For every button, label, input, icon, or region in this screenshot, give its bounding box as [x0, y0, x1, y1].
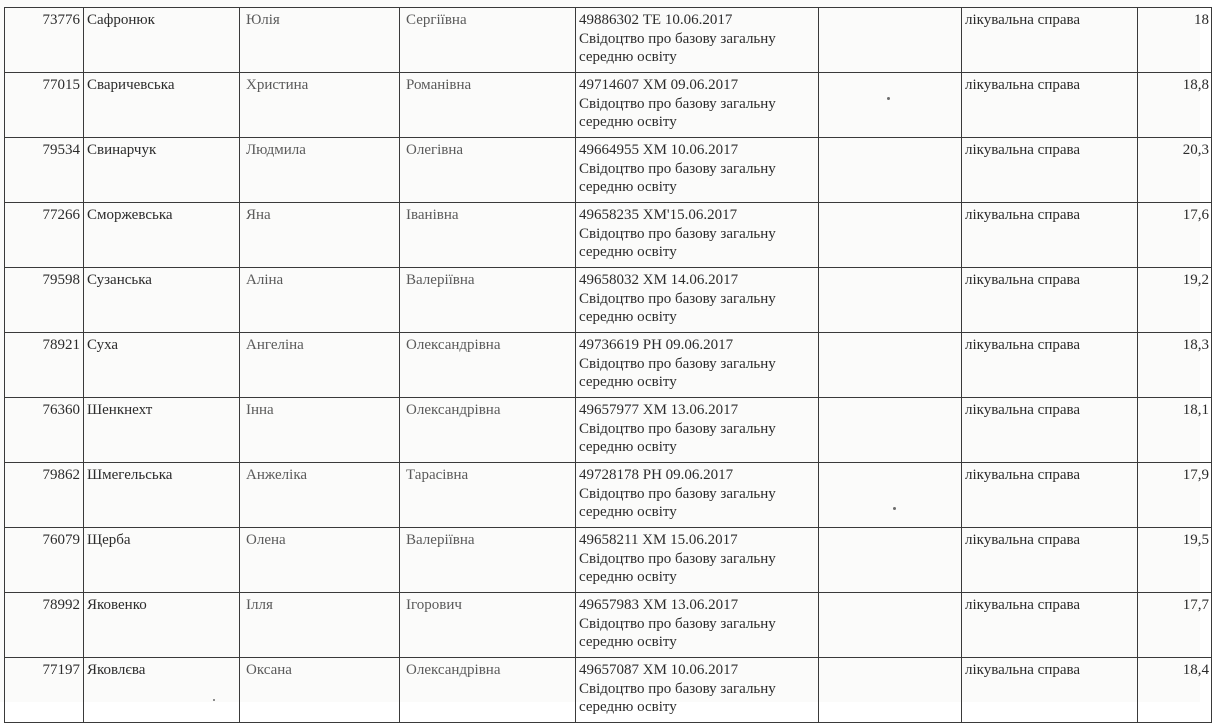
applicant-first-name: Олена — [240, 528, 400, 593]
certificate-doc-line-1: Свідоцтво про базову загальну — [579, 95, 776, 112]
certificate-cell — [576, 463, 819, 528]
applicant-surname: Сафронюк — [84, 8, 240, 73]
certificate-doc-line-2: середню освіту — [579, 309, 677, 325]
table-row — [5, 138, 1212, 203]
applicant-patronymic: Сергіївна — [400, 8, 576, 73]
table-row — [5, 593, 1212, 658]
applicant-surname: Сузанська — [84, 268, 240, 333]
average-score: 18,1 — [1138, 398, 1212, 463]
scan-speck — [893, 507, 896, 510]
applicant-patronymic: Тарасівна — [400, 463, 576, 528]
average-score: 19,2 — [1138, 268, 1212, 333]
empty-cell — [819, 333, 962, 398]
applicant-surname: Яковенко — [84, 593, 240, 658]
applicant-id: 77015 — [5, 73, 84, 138]
average-score: 17,9 — [1138, 463, 1212, 528]
certificate-number: 49736619 РН 09.06.2017 — [579, 337, 734, 353]
applicant-patronymic: Романівна — [400, 73, 576, 138]
applicant-first-name: Анжеліка — [240, 463, 400, 528]
average-score: 20,3 — [1138, 138, 1212, 203]
applicant-id: 77197 — [5, 658, 84, 723]
applicant-surname: Шмегельська — [84, 463, 240, 528]
average-score: 17,6 — [1138, 203, 1212, 268]
certificate-cell — [576, 658, 819, 723]
average-score: 19,5 — [1138, 528, 1212, 593]
empty-cell — [819, 203, 962, 268]
certificate-doc-line-2: середню освіту — [579, 244, 677, 260]
table-row — [5, 398, 1212, 463]
certificate-doc-line-1: Свідоцтво про базову загальну — [579, 485, 776, 502]
applicant-id: 79598 — [5, 268, 84, 333]
empty-cell — [819, 268, 962, 333]
certificate-doc-line-1: Свідоцтво про базову загальну — [579, 550, 776, 567]
certificate-doc-line-2: середню освіту — [579, 634, 677, 650]
specialty: лікувальна справа — [962, 398, 1138, 463]
applicant-patronymic: Валеріївна — [400, 268, 576, 333]
applicant-id: 76360 — [5, 398, 84, 463]
table-row — [5, 203, 1212, 268]
certificate-doc-line-1: Свідоцтво про базову загальну — [579, 420, 776, 437]
applicant-patronymic: Іванівна — [400, 203, 576, 268]
table-row — [5, 73, 1212, 138]
average-score: 18,4 — [1138, 658, 1212, 723]
applicant-id: 78921 — [5, 333, 84, 398]
specialty: лікувальна справа — [962, 138, 1138, 203]
certificate-doc-line-1: Свідоцтво про базову загальну — [579, 615, 776, 632]
certificate-doc-line-2: середню освіту — [579, 374, 677, 390]
certificate-doc-line-1: Свідоцтво про базову загальну — [579, 680, 776, 697]
specialty: лікувальна справа — [962, 73, 1138, 138]
specialty: лікувальна справа — [962, 463, 1138, 528]
applicant-patronymic: Олександрівна — [400, 658, 576, 723]
applicant-surname: Шенкнехт — [84, 398, 240, 463]
applicant-id: 79534 — [5, 138, 84, 203]
certificate-number: 49658235 ХМ'15.06.2017 — [579, 207, 738, 223]
empty-cell — [819, 8, 962, 73]
certificate-cell — [576, 73, 819, 138]
certificate-number: 49664955 ХМ 10.06.2017 — [579, 142, 739, 158]
scan-speck — [213, 699, 215, 701]
certificate-cell — [576, 8, 819, 73]
applicant-patronymic: Олегівна — [400, 138, 576, 203]
specialty: лікувальна справа — [962, 268, 1138, 333]
certificate-number: 49657983 ХМ 13.06.2017 — [579, 597, 739, 613]
table-row — [5, 528, 1212, 593]
table-row — [5, 268, 1212, 333]
applicants-table — [4, 7, 1212, 723]
applicant-first-name: Оксана — [240, 658, 400, 723]
applicant-id: 78992 — [5, 593, 84, 658]
applicant-surname: Щерба — [84, 528, 240, 593]
certificate-doc-line-2: середню освіту — [579, 439, 677, 455]
applicant-patronymic: Валеріївна — [400, 528, 576, 593]
empty-cell — [819, 593, 962, 658]
certificate-number: 49657977 ХМ 13.06.2017 — [579, 402, 739, 418]
certificate-number: 49728178 РН 09.06.2017 — [579, 467, 734, 483]
applicant-id: 77266 — [5, 203, 84, 268]
specialty: лікувальна справа — [962, 203, 1138, 268]
certificate-doc-line-2: середню освіту — [579, 114, 677, 130]
scan-speck — [887, 97, 890, 100]
applicant-first-name: Аліна — [240, 268, 400, 333]
applicants-table-body — [5, 8, 1212, 723]
specialty: лікувальна справа — [962, 658, 1138, 723]
certificate-doc-line-1: Свідоцтво про базову загальну — [579, 225, 776, 242]
applicant-id: 79862 — [5, 463, 84, 528]
applicant-patronymic: Ігорович — [400, 593, 576, 658]
certificate-number: 49657087 ХМ 10.06.2017 — [579, 662, 739, 678]
applicant-first-name: Ілля — [240, 593, 400, 658]
average-score: 17,7 — [1138, 593, 1212, 658]
certificate-doc-line-1: Свідоцтво про базову загальну — [579, 290, 776, 307]
applicant-patronymic: Олександрівна — [400, 398, 576, 463]
table-row — [5, 658, 1212, 723]
average-score: 18,8 — [1138, 73, 1212, 138]
certificate-cell — [576, 528, 819, 593]
specialty: лікувальна справа — [962, 8, 1138, 73]
certificate-cell — [576, 138, 819, 203]
table-row — [5, 463, 1212, 528]
certificate-doc-line-2: середню освіту — [579, 504, 677, 520]
applicant-first-name: Ангеліна — [240, 333, 400, 398]
specialty: лікувальна справа — [962, 528, 1138, 593]
empty-cell — [819, 398, 962, 463]
empty-cell — [819, 463, 962, 528]
applicant-patronymic: Олександрівна — [400, 333, 576, 398]
certificate-doc-line-2: середню освіту — [579, 569, 677, 585]
certificate-cell — [576, 268, 819, 333]
certificate-doc-line-1: Свідоцтво про базову загальну — [579, 355, 776, 372]
applicant-first-name: Інна — [240, 398, 400, 463]
applicant-surname: Сморжевська — [84, 203, 240, 268]
empty-cell — [819, 73, 962, 138]
applicant-surname: Яковлєва — [84, 658, 240, 723]
certificate-doc-line-2: середню освіту — [579, 699, 677, 715]
table-row — [5, 333, 1212, 398]
certificate-number: 49658032 ХМ 14.06.2017 — [579, 272, 739, 288]
applicant-first-name: Людмила — [240, 138, 400, 203]
applicant-first-name: Христина — [240, 73, 400, 138]
applicant-surname: Свинарчук — [84, 138, 240, 203]
applicant-first-name: Юлія — [240, 8, 400, 73]
average-score: 18 — [1138, 8, 1212, 73]
certificate-doc-line-1: Свідоцтво про базову загальну — [579, 160, 776, 177]
certificate-cell — [576, 398, 819, 463]
applicant-first-name: Яна — [240, 203, 400, 268]
certificate-number: 49658211 ХМ 15.06.2017 — [579, 532, 738, 548]
certificate-number: 49714607 ХМ 09.06.2017 — [579, 77, 739, 93]
applicant-id: 73776 — [5, 8, 84, 73]
applicant-surname: Сваричевська — [84, 73, 240, 138]
certificate-cell — [576, 333, 819, 398]
certificate-cell — [576, 203, 819, 268]
empty-cell — [819, 528, 962, 593]
table-row — [5, 8, 1212, 73]
applicant-id: 76079 — [5, 528, 84, 593]
certificate-doc-line-2: середню освіту — [579, 49, 677, 65]
empty-cell — [819, 138, 962, 203]
specialty: лікувальна справа — [962, 593, 1138, 658]
certificate-number: 49886302 ТЕ 10.06.2017 — [579, 12, 733, 28]
certificate-doc-line-1: Свідоцтво про базову загальну — [579, 30, 776, 47]
applicant-surname: Суха — [84, 333, 240, 398]
average-score: 18,3 — [1138, 333, 1212, 398]
certificate-doc-line-2: середню освіту — [579, 179, 677, 195]
certificate-cell — [576, 593, 819, 658]
specialty: лікувальна справа — [962, 333, 1138, 398]
empty-cell — [819, 658, 962, 723]
